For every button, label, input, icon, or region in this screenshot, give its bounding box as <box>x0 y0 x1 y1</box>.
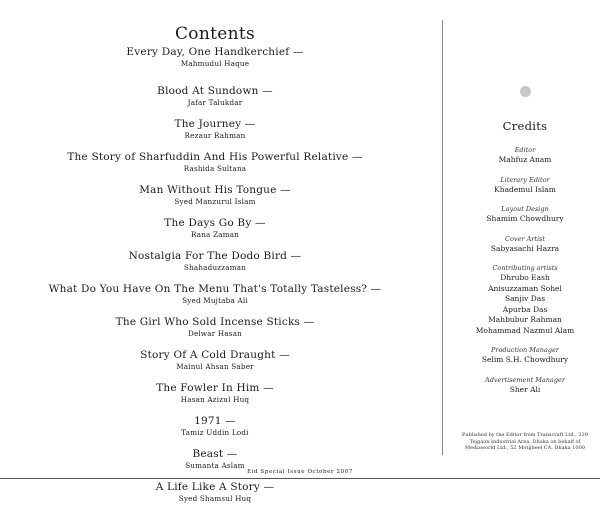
entry-title: The Story of Sharfuddin And His Powerful Relative — <box>67 151 363 163</box>
publisher-note <box>450 432 600 452</box>
credit-name: Sabyasachi Hazra <box>490 243 560 253</box>
credit-name: Sher Ali <box>509 384 541 394</box>
entry-title: A Life Like A Story — <box>155 481 275 493</box>
credit-block <box>450 146 600 166</box>
contents-entry <box>0 415 430 437</box>
contents-entry <box>0 184 430 206</box>
contents-section <box>0 22 430 514</box>
entry-author: Tamiz Uddin Lodi <box>181 428 249 437</box>
credit-role: Cover Artist <box>504 234 546 243</box>
entry-author: Jafar Talukdar <box>187 98 243 107</box>
entry-author: Mainul Ahsan Saber <box>176 362 254 371</box>
contents-entry <box>0 481 430 503</box>
contents-entry <box>0 151 430 173</box>
decorative-dot <box>520 86 531 97</box>
entry-author: Rashida Sultana <box>183 164 247 173</box>
entry-title: 1971 — <box>194 415 236 427</box>
credits-title: Credits <box>502 119 548 133</box>
entry-title: The Girl Who Sold Incense Sticks — <box>115 316 315 328</box>
credit-role: Editor <box>514 146 536 154</box>
credit-name: Shamim Chowdhury <box>486 214 564 223</box>
entry-author: Sumanta Aslam <box>185 461 245 470</box>
entry-title: Man Without His Tongue — <box>139 184 291 196</box>
credit-name: Dhrubo Eash <box>500 273 550 282</box>
footer-rule <box>0 478 600 479</box>
entry-author: Rezaur Rahman <box>184 131 246 140</box>
entry-title: The Fowler In Him — <box>156 382 274 394</box>
credit-name: Mahbubur Rahman <box>488 315 562 324</box>
entry-title: What Do You Have On The Menu That's Totally Tasteless? — <box>48 283 382 295</box>
entry-author: Syed Manzurul Islam <box>174 197 256 206</box>
credit-block <box>450 205 600 225</box>
publisher-line: Published by the Editor from Transcraft Ltd., 229 <box>462 432 588 438</box>
entry-title: Story Of A Cold Draught — <box>140 349 290 361</box>
contents-entry <box>0 85 430 107</box>
contents-entry <box>0 118 430 140</box>
entry-title: Blood At Sundown — <box>157 85 273 97</box>
credit-role: Production Manager <box>491 346 559 354</box>
credits-list <box>450 146 600 395</box>
credit-role: Literary Editor <box>500 175 550 184</box>
entry-author: Syed Shamsul Huq <box>178 494 252 503</box>
contents-entry <box>0 349 430 371</box>
contents-entry <box>0 382 430 404</box>
credit-role: Contributing artists <box>492 264 558 272</box>
credit-name: Khademul Islam <box>494 184 556 194</box>
column-divider <box>442 20 443 455</box>
credit-name: Selim S.H. Chowdhury <box>481 355 569 364</box>
credit-name: Anisuzzaman Sohel <box>488 283 562 293</box>
entry-author: Rana Zaman <box>190 230 240 239</box>
contents-entry <box>0 46 430 68</box>
entry-title: The Journey — <box>174 118 256 130</box>
credit-block <box>450 264 600 336</box>
entry-title: Nostalgia For The Dodo Bird — <box>128 250 302 262</box>
credits-section <box>450 118 600 405</box>
contents-title: Contents <box>175 24 255 44</box>
entry-author: Shahaduzzaman <box>183 263 247 272</box>
credit-name: Mohammad Nazmul Alam <box>475 325 575 335</box>
entry-title: The Days Go By — <box>164 217 266 229</box>
credit-block <box>450 346 600 366</box>
entry-author: Syed Mujtaba Ali <box>182 296 248 305</box>
credit-block <box>450 235 600 255</box>
credit-block <box>450 176 600 196</box>
entry-author: Mahmudul Haque <box>180 59 250 68</box>
contents-entry <box>0 316 430 338</box>
contents-entry <box>0 448 430 470</box>
credit-role: Advertisement Manager <box>485 375 565 384</box>
contents-entry <box>0 217 430 239</box>
credit-block <box>450 376 600 396</box>
publisher-line: Tejgaon Industrial Area, Dhaka on behalf of <box>469 438 581 445</box>
entry-author: Delwar Hasan <box>187 329 243 338</box>
credit-name: Apurba Das <box>502 304 548 314</box>
entry-title: Beast — <box>192 448 238 460</box>
entry-author: Hasan Azizul Huq <box>180 395 250 404</box>
publisher-line: Mediaworld Ltd., 52 Motijheel CA, Dhaka 1000 <box>465 445 585 451</box>
contents-list <box>0 46 430 503</box>
credit-name: Sanjiv Das <box>504 294 546 303</box>
credit-name: Mahfuz Anam <box>498 155 552 164</box>
contents-entry <box>0 250 430 272</box>
entry-title: Every Day, One Handkerchief — <box>126 46 304 58</box>
footer-issue-label: Eid Special Issue October 2007 <box>247 469 353 475</box>
contents-entry <box>0 283 430 305</box>
credit-role: Layout Design <box>501 205 549 213</box>
